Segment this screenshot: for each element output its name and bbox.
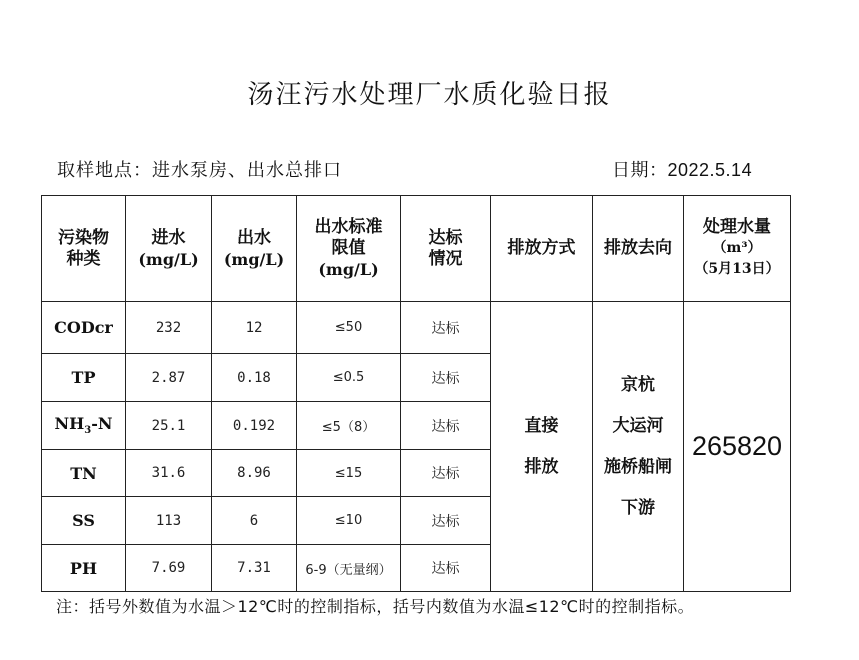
discharge-destination-line4: 下游 bbox=[621, 497, 655, 518]
discharge-method-line2: 排放 bbox=[524, 456, 559, 477]
effluent-cell: 6 bbox=[212, 497, 297, 545]
discharge-destination-line1: 京杭 bbox=[621, 374, 655, 395]
discharge-method-cell bbox=[491, 302, 593, 592]
influent-cell: 2.87 bbox=[126, 354, 212, 402]
pollutant-main: NH bbox=[54, 414, 85, 434]
table-row bbox=[42, 302, 791, 354]
header-compliance-line2: 情况 bbox=[428, 248, 463, 269]
discharge-destination-cell bbox=[593, 302, 684, 592]
header-discharge-destination: 排放去向 bbox=[593, 196, 684, 302]
header-influent-line1: 进水 bbox=[151, 227, 186, 248]
discharge-destination-line2: 大运河 bbox=[612, 415, 664, 436]
header-volume-unit: （m³） bbox=[712, 240, 762, 256]
report-title: 汤汪污水处理厂水质化验日报 bbox=[247, 80, 612, 110]
effluent-cell: 0.192 bbox=[212, 402, 297, 450]
pollutant-cell: TN bbox=[42, 450, 126, 497]
pollutant-cell: SS bbox=[42, 497, 126, 545]
header-standard-line1: 出水标准 bbox=[314, 217, 383, 237]
report-date-value: 2022.5.14 bbox=[667, 160, 753, 180]
sampling-location: 取样地点：进水泵房、出水总排口 bbox=[57, 160, 342, 181]
header-standard bbox=[297, 196, 401, 302]
header-pollutant bbox=[42, 196, 126, 302]
pollutant-cell: CODcr bbox=[42, 302, 126, 354]
status-cell: 达标 bbox=[401, 545, 491, 592]
report-date bbox=[612, 156, 752, 182]
influent-cell: 25.1 bbox=[126, 402, 212, 450]
treated-volume-cell: 265820 bbox=[684, 302, 791, 592]
header-volume-date: （5月13日） bbox=[694, 261, 780, 277]
influent-cell: 232 bbox=[126, 302, 212, 354]
header-effluent-line1: 出水 bbox=[237, 227, 271, 248]
water-quality-table bbox=[41, 195, 791, 592]
header-discharge-method: 排放方式 bbox=[491, 196, 593, 302]
pollutant-cell: TP bbox=[42, 354, 126, 402]
status-cell: 达标 bbox=[401, 497, 491, 545]
header-compliance-line1: 达标 bbox=[428, 227, 463, 248]
standard-cell: ≤5（8） bbox=[297, 402, 401, 450]
effluent-cell: 12 bbox=[212, 302, 297, 354]
header-volume-line1: 处理水量 bbox=[703, 217, 771, 237]
effluent-cell: 8.96 bbox=[212, 450, 297, 497]
influent-cell: 7.69 bbox=[126, 545, 212, 592]
header-pollutant-line1: 污染物 bbox=[58, 227, 109, 248]
footnote: 注：括号外数值为水温＞12℃时的控制指标，括号内数值为水温≤12℃时的控制指标。 bbox=[56, 597, 695, 616]
status-cell: 达标 bbox=[401, 402, 491, 450]
header-row bbox=[42, 196, 791, 302]
effluent-cell: 0.18 bbox=[212, 354, 297, 402]
standard-cell: ≤50 bbox=[297, 302, 401, 354]
pollutant-cell bbox=[42, 402, 126, 450]
header-effluent-unit: (mg/L) bbox=[223, 249, 285, 269]
report-date-label: 日期： bbox=[612, 160, 668, 181]
header-pollutant-line2: 种类 bbox=[66, 248, 101, 269]
discharge-method-line1: 直接 bbox=[524, 415, 559, 436]
header-treated-volume bbox=[684, 196, 791, 302]
status-cell: 达标 bbox=[401, 450, 491, 497]
pollutant-subscript: 3 bbox=[84, 425, 92, 437]
pollutant-tail: -N bbox=[91, 414, 113, 434]
header-influent bbox=[126, 196, 212, 302]
influent-cell: 31.6 bbox=[126, 450, 212, 497]
standard-cell: ≤15 bbox=[297, 450, 401, 497]
header-compliance bbox=[401, 196, 491, 302]
header-standard-unit: (mg/L) bbox=[318, 260, 379, 279]
header-influent-unit: (mg/L) bbox=[138, 249, 199, 269]
influent-cell: 113 bbox=[126, 497, 212, 545]
status-cell: 达标 bbox=[401, 354, 491, 402]
standard-cell: ≤10 bbox=[297, 497, 401, 545]
effluent-cell: 7.31 bbox=[212, 545, 297, 592]
discharge-destination-line3: 施桥船闸 bbox=[604, 456, 672, 477]
standard-cell: ≤0.5 bbox=[297, 354, 401, 402]
header-standard-line2: 限值 bbox=[331, 238, 366, 258]
status-cell: 达标 bbox=[401, 302, 491, 354]
header-effluent bbox=[212, 196, 297, 302]
pollutant-cell: PH bbox=[42, 545, 126, 592]
standard-cell: 6-9（无量纲） bbox=[297, 545, 401, 592]
